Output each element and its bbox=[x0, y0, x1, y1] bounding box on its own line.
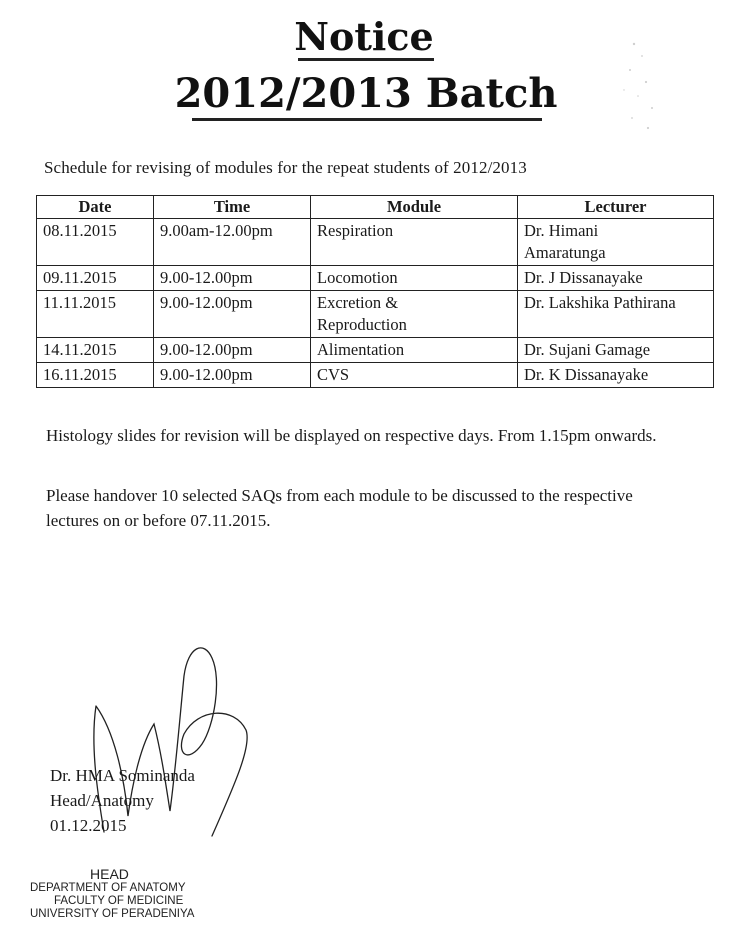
column-header-time: Time bbox=[154, 196, 311, 219]
signature-date: 01.12.2015 bbox=[50, 816, 127, 835]
row-lecturer: Dr. J Dissanayake bbox=[518, 266, 714, 291]
schedule-table bbox=[36, 195, 714, 388]
row-time: 9.00-12.00pm bbox=[154, 363, 311, 388]
stamp-faculty: FACULTY OF MEDICINE bbox=[54, 895, 184, 907]
title-underline bbox=[298, 58, 434, 61]
stamp-head: HEAD bbox=[90, 866, 129, 882]
notice-title: Notice bbox=[294, 14, 434, 59]
column-header-lecturer: Lecturer bbox=[518, 196, 714, 219]
table-row bbox=[37, 338, 714, 363]
row-module: Alimentation bbox=[311, 338, 518, 363]
signatory-block bbox=[50, 763, 195, 838]
row-lecturer: Dr. K Dissanayake bbox=[518, 363, 714, 388]
schedule-intro: Schedule for revising of modules for the repeat students of 2012/2013 bbox=[44, 158, 527, 177]
row-time: 9.00-12.00pm bbox=[154, 338, 311, 363]
column-header-module: Module bbox=[311, 196, 518, 219]
row-lecturer: Dr. Sujani Gamage bbox=[518, 338, 714, 363]
batch-subtitle: 2012/2013 Batch bbox=[174, 70, 558, 117]
signatory-name: Dr. HMA Sominanda bbox=[50, 766, 195, 785]
stamp-university: UNIVERSITY OF PERADENIYA bbox=[30, 908, 195, 920]
row-module: Excretion & Reproduction bbox=[311, 291, 518, 338]
table-row bbox=[37, 363, 714, 388]
row-time: 9.00-12.00pm bbox=[154, 291, 311, 338]
scan-smudge bbox=[612, 30, 672, 140]
department-stamp bbox=[30, 866, 250, 936]
subtitle-underline bbox=[192, 118, 542, 121]
column-header-date: Date bbox=[37, 196, 154, 219]
stamp-department: DEPARTMENT OF ANATOMY bbox=[30, 882, 186, 894]
row-lecturer: Dr. Himani Amaratunga bbox=[518, 219, 714, 266]
row-date: 14.11.2015 bbox=[37, 338, 154, 363]
table-row bbox=[37, 291, 714, 338]
row-module: CVS bbox=[311, 363, 518, 388]
table-header-row bbox=[37, 196, 714, 219]
table-row bbox=[37, 266, 714, 291]
row-module: Locomotion bbox=[311, 266, 518, 291]
signatory-position: Head/Anatomy bbox=[50, 791, 154, 810]
row-date: 16.11.2015 bbox=[37, 363, 154, 388]
row-date: 09.11.2015 bbox=[37, 266, 154, 291]
row-time: 9.00-12.00pm bbox=[154, 266, 311, 291]
row-lecturer: Dr. Lakshika Pathirana bbox=[518, 291, 714, 338]
saq-instruction: Please handover 10 selected SAQs from each module to be discussed to the respective lectures on or before 07.11.2015. bbox=[46, 486, 633, 530]
row-module: Respiration bbox=[311, 219, 518, 266]
row-date: 11.11.2015 bbox=[37, 291, 154, 338]
row-time: 9.00am-12.00pm bbox=[154, 219, 311, 266]
row-date: 08.11.2015 bbox=[37, 219, 154, 266]
histology-note: Histology slides for revision will be displayed on respective days. From 1.15pm onwards. bbox=[46, 426, 657, 445]
table-row bbox=[37, 219, 714, 266]
